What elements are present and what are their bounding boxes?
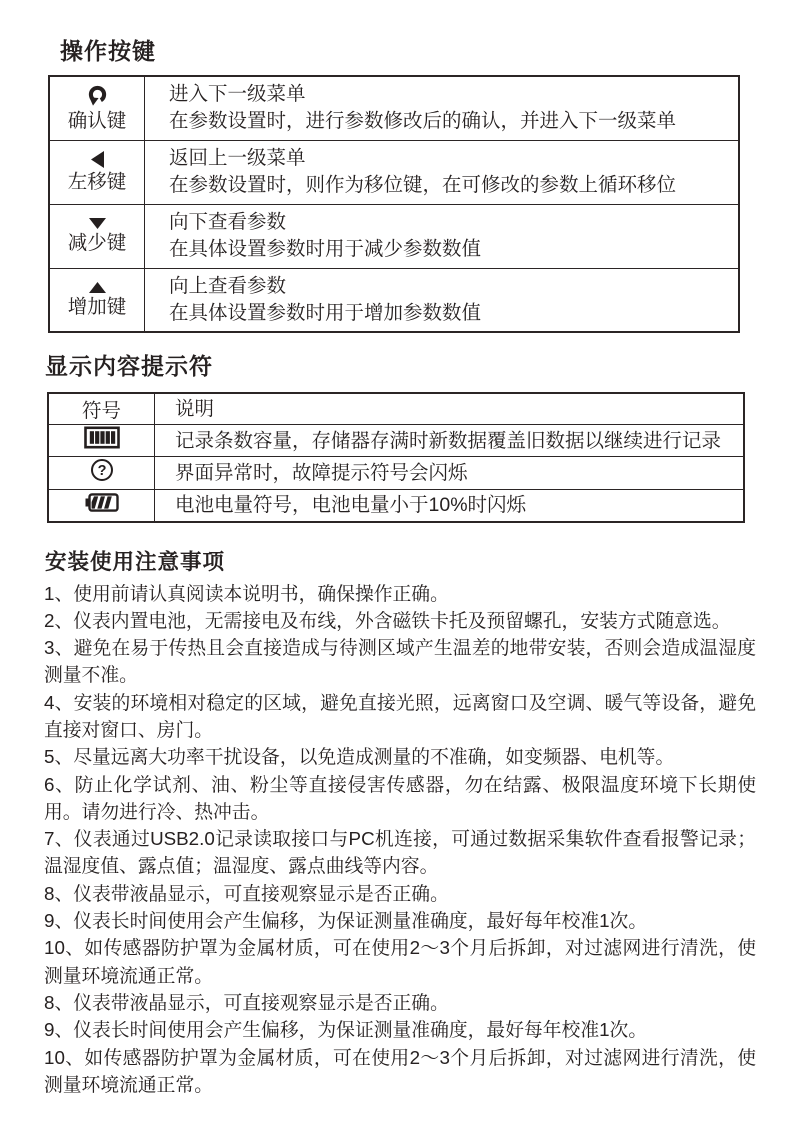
key-desc-cell [145,76,740,140]
key-desc-cell [145,204,740,268]
note-item: 5、尽量远离大功率干扰设备，以免造成测量的不准确，如变频器、电机等。 [44,746,675,768]
key-symbol-cell [49,76,145,140]
note-item: 1、使用前请认真阅读本说明书，确保操作正确。 [44,582,449,604]
down-triangle-icon [89,218,106,229]
note-item: 7、仪表通过USB2.0记录读取接口与PC机连接，可通过数据采集软件查看报警记录；温湿度值、露点值；温湿度、露点曲线等内容。 [44,828,756,877]
section-title-operation-keys: 操作按键 [60,38,156,64]
key-label: 增加键 [67,295,127,318]
operation-keys-table [48,75,740,333]
section-title-display-indicators: 显示内容提示符 [45,353,213,379]
left-triangle-icon [91,151,104,168]
key-desc-line1: 向上查看参数 [169,274,287,297]
indicator-description: 电池电量符号，电池电量小于10%时闪烁 [155,490,745,522]
indicator-description: 界面异常时，故障提示符号会闪烁 [155,457,745,490]
key-desc-line2: 在具体设置参数时用于增加参数数值 [169,301,482,324]
key-desc-line2: 在参数设置时，则作为移位键，在可修改的参数上循环移位 [169,174,677,196]
section-title-installation-notes: 安装使用注意事项 [45,549,226,574]
key-symbol-cell [49,140,145,204]
key-label: 确认键 [67,109,127,132]
key-symbol-cell [49,204,145,268]
display-indicators-table [47,392,745,523]
key-label: 减少键 [67,232,127,254]
note-item: 4、安装的环境相对稳定的区域，避免直接光照，远离窗口及空调、暖气等设备，避免直接对窗口、房门。 [44,691,756,740]
svg-text:?: ? [97,463,106,479]
confirm-loop-arrow-icon [86,85,109,107]
key-label: 左移键 [67,171,127,193]
table-row-confirm-key [49,76,739,140]
table-row-battery [48,490,744,522]
key-desc-cell [145,140,740,204]
key-desc-line1: 向下查看参数 [169,211,287,233]
battery-icon [85,493,119,512]
key-desc-line1: 返回上一级菜单 [169,147,306,169]
table-row-left-key [49,140,739,204]
note-item: 10、如传感器防护罩为金属材质，可在使用2～3个月后拆卸，对过滤网进行清洗，使测量环境流通正常。 [44,937,756,986]
note-item: 8、仪表带液晶显示，可直接观察显示是否正确。 [44,991,449,1013]
header-symbol: 符号 [48,393,155,425]
key-symbol-cell [49,268,145,332]
symbol-cell [48,457,155,490]
table-row-memory [48,425,744,457]
note-item: 3、避免在易于传热且会直接造成与待测区域产生温差的地带安装，否则会造成温湿度测量不准。 [44,637,756,686]
question-circle-icon [90,458,114,482]
symbol-cell [48,490,155,522]
key-desc-line1: 进入下一级菜单 [169,83,306,106]
note-item: 2、仪表内置电池，无需接电及布线，外含磁铁卡托及预留螺孔，安装方式随意选。 [44,609,731,631]
key-desc-cell [145,268,740,332]
table-row-increase-key [49,268,739,332]
installation-notes-list [44,580,756,1099]
key-desc-line2: 在具体设置参数时用于减少参数数值 [169,238,482,260]
header-description: 说明 [155,393,745,425]
key-desc-line2: 在参数设置时，进行参数修改后的确认，并进入下一级菜单 [169,110,677,133]
note-item: 9、仪表长时间使用会产生偏移，为保证测量准确度，最好每年校准1次。 [44,1019,648,1041]
indicator-description: 记录条数容量，存储器存满时新数据覆盖旧数据以继续进行记录 [155,425,745,457]
note-item: 10、如传感器防护罩为金属材质，可在使用2～3个月后拆卸，对过滤网进行清洗，使测量环境流通正常。 [44,1046,756,1095]
up-triangle-icon [89,282,106,293]
note-item: 9、仪表长时间使用会产生偏移，为保证测量准确度，最好每年校准1次。 [44,910,648,932]
symbol-cell [48,425,155,457]
note-item: 8、仪表带液晶显示，可直接观察显示是否正确。 [44,882,449,904]
table-header-row [48,393,744,425]
table-row-fault [48,457,744,490]
note-item: 6、防止化学试剂、油、粉尘等直接侵害传感器，勿在结露、极限温度环境下长期使用。请勿进行冷、热冲击。 [44,773,756,822]
memory-bars-icon [84,426,120,449]
table-row-decrease-key [49,204,739,268]
